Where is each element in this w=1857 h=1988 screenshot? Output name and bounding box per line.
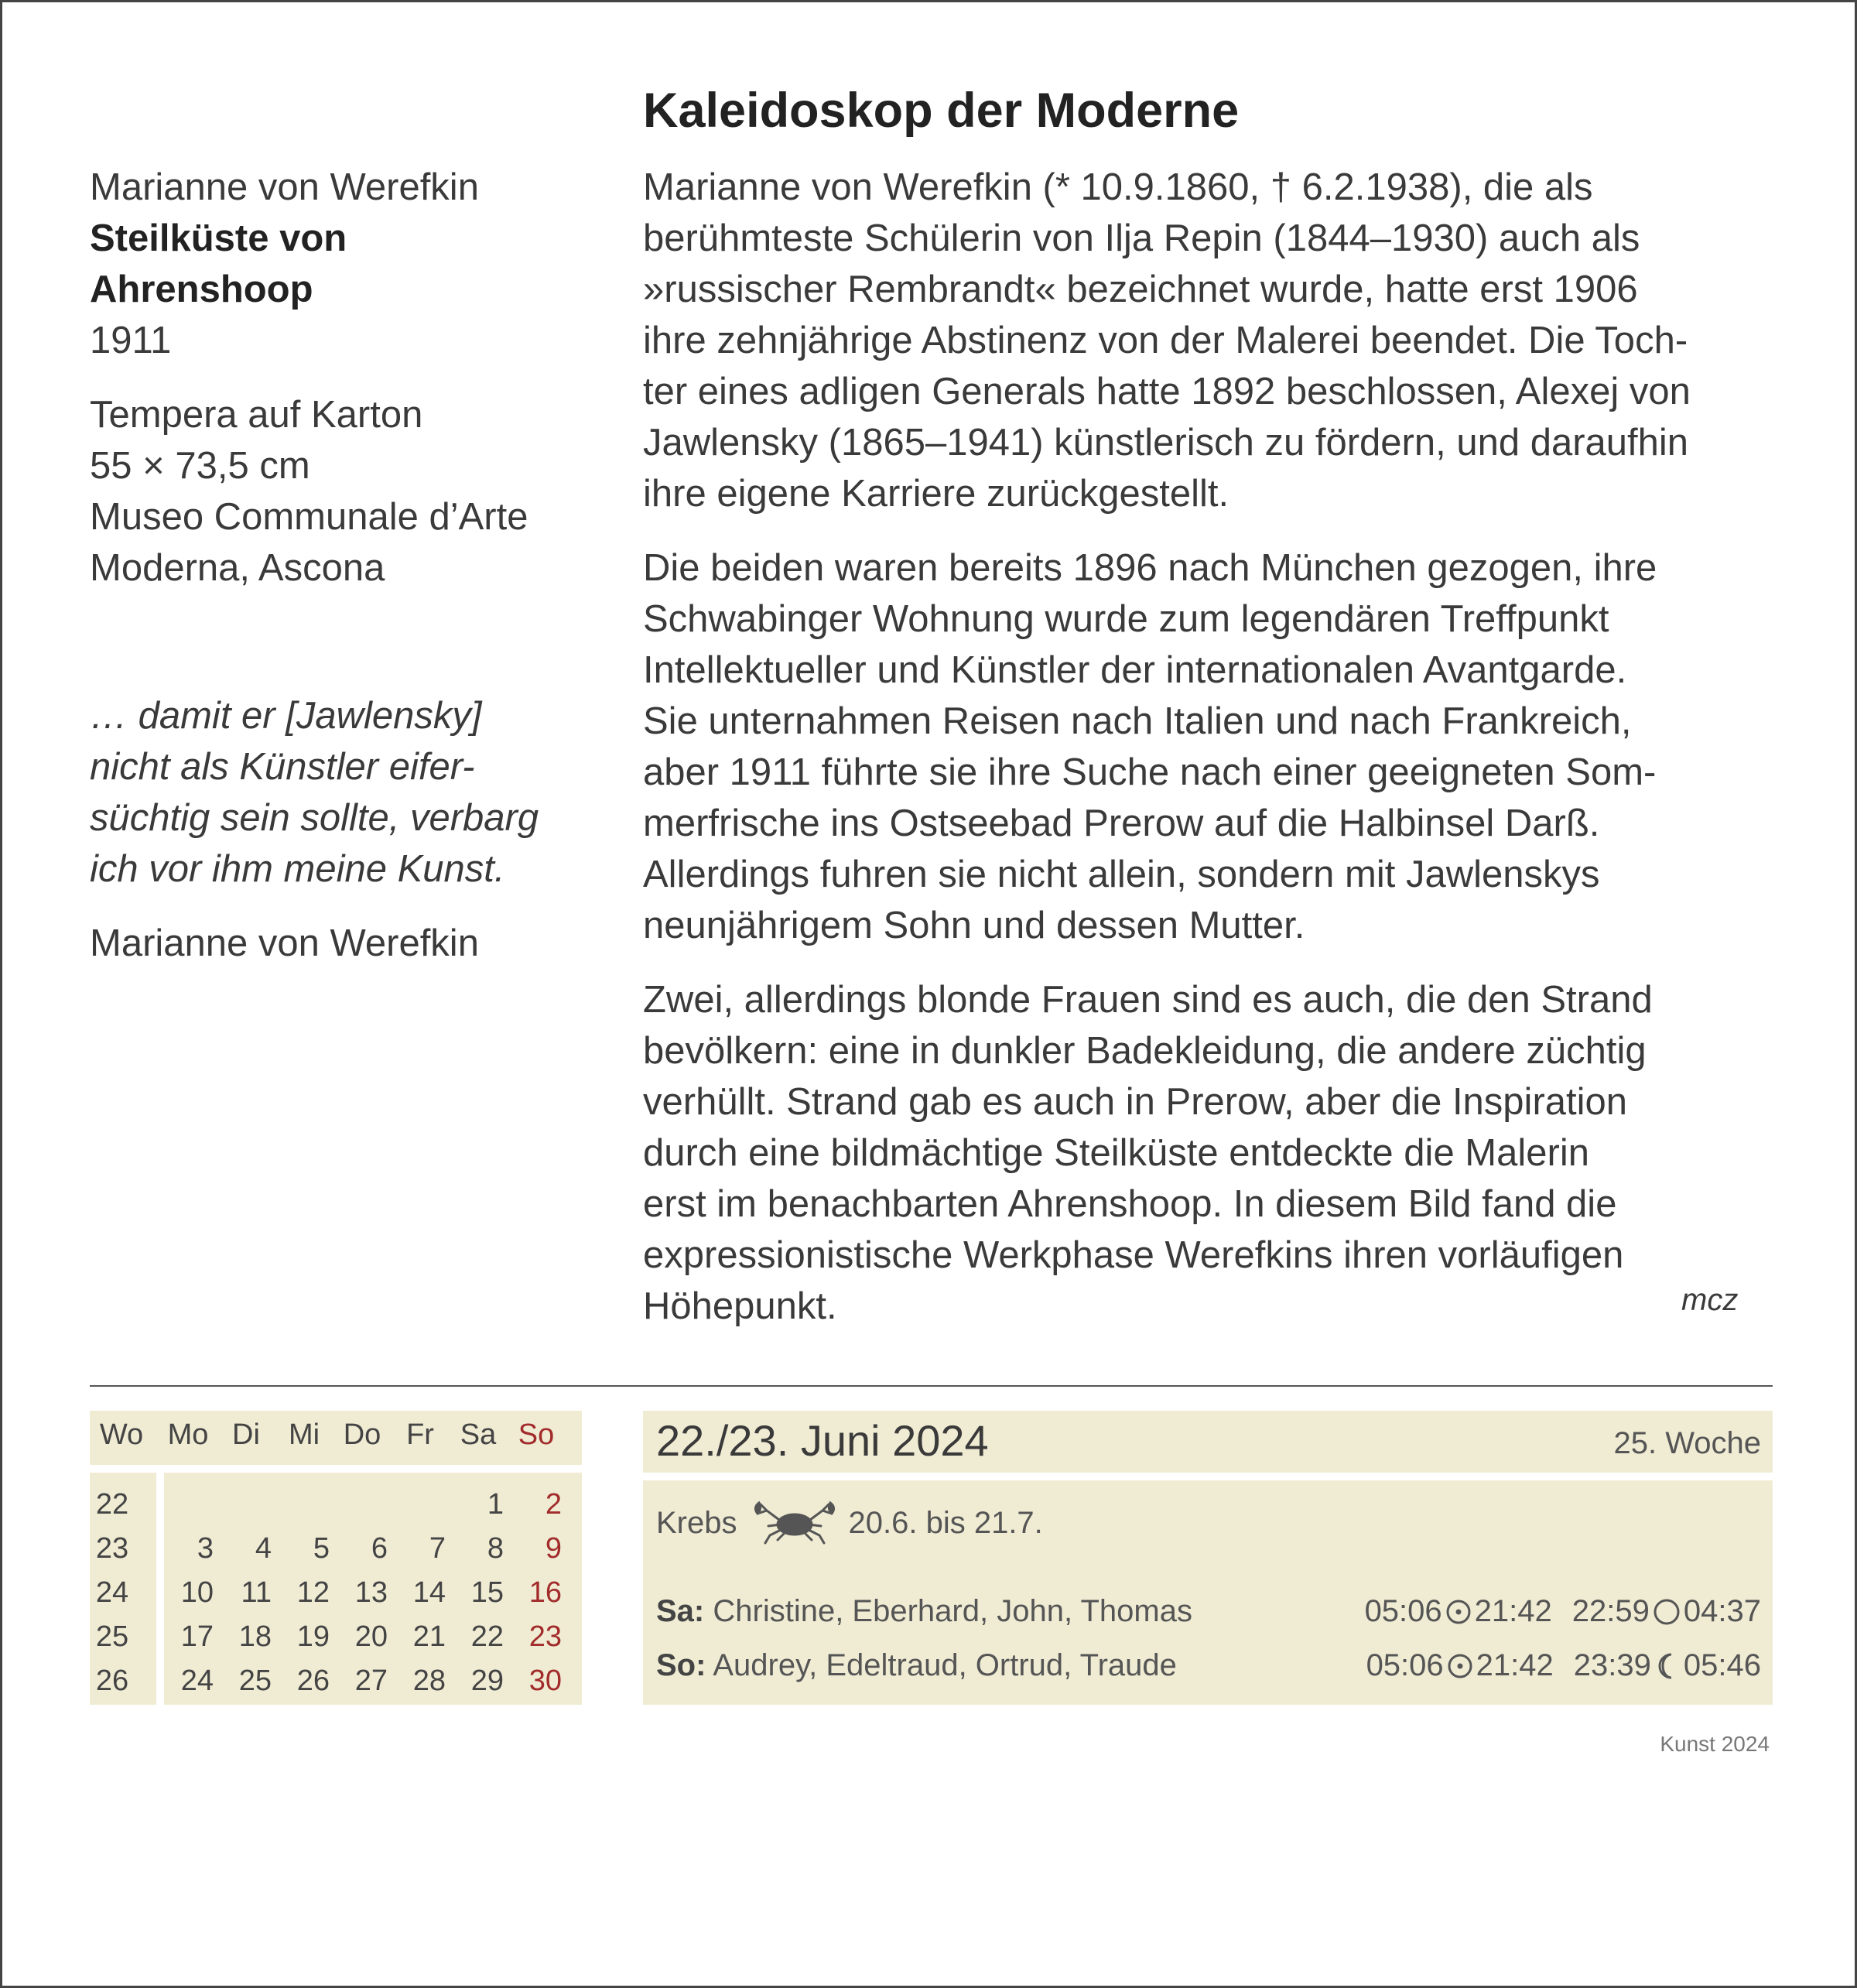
moonset-time: 05:46 xyxy=(1683,1648,1761,1682)
moonset-time: 04:37 xyxy=(1683,1594,1761,1628)
calendar-day: 6 xyxy=(371,1532,388,1565)
quote-line: nicht als Künstler eifer- xyxy=(90,746,475,788)
calendar-day: 20 xyxy=(354,1620,388,1653)
article-line: Intellektueller und Künstler der internationalen Avantgarde. xyxy=(643,649,1627,691)
calendar-day: 11 xyxy=(241,1576,272,1609)
calendar-day: 9 xyxy=(545,1532,562,1565)
sunrise-time: 05:06 xyxy=(1366,1648,1444,1682)
calendar-day: 1 xyxy=(487,1488,504,1521)
calendar-week-number: 23 xyxy=(95,1532,129,1565)
calendar-day: 28 xyxy=(412,1665,446,1697)
article-line: »russischer Rembrandt« bezeichnet wurde, hatte erst 1906 xyxy=(643,269,1638,310)
article-line: aber 1911 führte sie ihre Suche nach einer geeigneten Som- xyxy=(643,751,1657,793)
zodiac-name: Krebs xyxy=(656,1505,737,1540)
calendar-day: 22 xyxy=(470,1620,504,1653)
calendar-day: 5 xyxy=(313,1532,330,1565)
date-title: 22./23. Juni 2024 xyxy=(656,1416,989,1465)
museum-line2: Moderna, Ascona xyxy=(90,547,385,589)
author-signature: mcz xyxy=(1681,1283,1739,1317)
calendar-day: 4 xyxy=(255,1532,272,1565)
article-body xyxy=(643,162,1765,1332)
calendar-header-mo: Mo xyxy=(167,1418,209,1451)
article-line: merfrische ins Ostseebad Prerow auf die Halbinsel Darß. xyxy=(643,802,1600,844)
week-number: 25. Woche xyxy=(1613,1426,1761,1460)
article-line: neunjährigem Sohn und dessen Mutter. xyxy=(643,905,1305,946)
date-box xyxy=(643,1411,1773,1705)
calendar-header-di: Di xyxy=(232,1418,260,1451)
quote-block xyxy=(90,690,600,969)
artwork-info xyxy=(90,162,585,594)
calendar-day: 23 xyxy=(528,1620,562,1653)
calendar-day: 7 xyxy=(429,1532,446,1565)
calendar-day: 17 xyxy=(180,1620,214,1653)
sunrise-time: 05:06 xyxy=(1364,1594,1442,1628)
calendar-day: 14 xyxy=(412,1576,446,1609)
article-line: Schwabinger Wohnung wurde zum legendären Treffpunkt xyxy=(643,598,1609,640)
moonrise-time: 23:39 xyxy=(1573,1648,1651,1682)
sun-icon xyxy=(1447,1653,1473,1679)
quote-line: süchtig sein sollte, verbarg xyxy=(90,797,539,839)
calendar-day: 24 xyxy=(180,1665,214,1697)
calendar-day: 13 xyxy=(354,1576,388,1609)
calendar-week-number: 22 xyxy=(95,1488,129,1521)
article-line: expressionistische Werkphase Werefkins ihren vorläufigen xyxy=(643,1234,1624,1276)
artwork-dimensions: 55 × 73,5 cm xyxy=(90,445,310,487)
sunset-time: 21:42 xyxy=(1474,1594,1552,1628)
calendar-header-mi: Mi xyxy=(288,1418,320,1451)
article-line: Marianne von Werefkin (* 10.9.1860, † 6.2.1938), die als xyxy=(643,166,1593,208)
calendar-day: 8 xyxy=(487,1532,504,1565)
article-line: Zwei, allerdings blonde Frauen sind es auch, die den Strand xyxy=(643,979,1653,1021)
calendar-day: 19 xyxy=(296,1620,330,1653)
calendar-day: 15 xyxy=(470,1576,504,1609)
article-line: Höhepunkt. xyxy=(643,1285,837,1327)
quote-author: Marianne von Werefkin xyxy=(90,922,479,964)
article-line: erst im benachbarten Ahrenshoop. In diesem Bild fand die xyxy=(643,1183,1617,1225)
artwork-medium: Tempera auf Karton xyxy=(90,394,423,436)
full-moon-icon xyxy=(1653,1598,1681,1626)
article-line: Jawlensky (1865–1941) künstlerisch zu fördern, und daraufhin xyxy=(643,422,1689,464)
calendar-day: 21 xyxy=(412,1620,446,1653)
calendar-week-number: 24 xyxy=(95,1576,129,1609)
museum-line1: Museo Communale d’Arte xyxy=(90,496,528,538)
sunset-time: 21:42 xyxy=(1476,1648,1554,1682)
calendar-day: 26 xyxy=(296,1665,330,1697)
name-days: Audrey, Edeltraud, Ortrud, Traude xyxy=(713,1648,1177,1682)
zodiac-row xyxy=(656,1500,1043,1546)
calendar-week-number: 25 xyxy=(95,1620,129,1653)
calendar-header-wo: Wo xyxy=(99,1418,144,1451)
cancer-crab-icon xyxy=(751,1500,838,1546)
article-line: berühmteste Schülerin von Ilja Repin (1844–1930) auch als xyxy=(643,217,1640,259)
calendar-header-do: Do xyxy=(343,1418,381,1451)
article-line: ihre eigene Karriere zurückgestellt. xyxy=(643,473,1229,515)
article-line: bevölkern: eine in dunkler Badekleidung, die andere züchtig xyxy=(643,1030,1647,1072)
artwork-title-line2: Ahrenshoop xyxy=(90,269,313,310)
footer-label: Kunst 2024 xyxy=(1660,1732,1770,1756)
quote-line: … damit er [Jawlensky] xyxy=(90,695,482,737)
zodiac-range: 20.6. bis 21.7. xyxy=(848,1505,1043,1540)
article-line: ihre zehnjährige Abstinenz von der Malerei beendet. Die Toch- xyxy=(643,320,1688,361)
day-label: So: xyxy=(656,1648,706,1682)
calendar-week-number: 26 xyxy=(95,1665,129,1697)
article-line: ter eines adligen Generals hatte 1892 beschlossen, Alexej von xyxy=(643,371,1691,412)
day-label: Sa: xyxy=(656,1594,705,1628)
article-line: Die beiden waren bereits 1896 nach München gezogen, ihre xyxy=(643,547,1657,589)
name-days: Christine, Eberhard, John, Thomas xyxy=(713,1594,1192,1628)
times-saturday xyxy=(1365,1594,1761,1629)
times-sunday xyxy=(1366,1648,1761,1683)
calendar-day: 29 xyxy=(470,1665,504,1697)
waning-moon-icon xyxy=(1654,1652,1681,1680)
calendar-day: 10 xyxy=(180,1576,214,1609)
artist-name: Marianne von Werefkin xyxy=(90,166,479,208)
article-line: Allerdings fuhren sie nicht allein, sondern mit Jawlenskys xyxy=(643,854,1600,895)
calendar-header-so: So xyxy=(518,1418,555,1451)
article-line: verhüllt. Strand gab es auch in Prerow, aber die Inspiration xyxy=(643,1081,1628,1123)
calendar-day: 18 xyxy=(238,1620,272,1653)
mini-calendar xyxy=(90,1411,582,1705)
calendar-day: 2 xyxy=(545,1488,562,1521)
moonrise-time: 22:59 xyxy=(1571,1594,1650,1628)
calendar-day: 30 xyxy=(528,1665,562,1697)
article-line: durch eine bildmächtige Steilküste entdeckte die Malerin xyxy=(643,1132,1589,1174)
day-row-sunday xyxy=(656,1648,1177,1683)
artwork-title-line1: Steilküste von xyxy=(90,217,347,259)
calendar-header-sa: Sa xyxy=(460,1418,497,1451)
artwork-year: 1911 xyxy=(90,320,172,361)
sun-icon xyxy=(1445,1599,1472,1625)
calendar-header-fr: Fr xyxy=(406,1418,434,1451)
article-heading: Kaleidoskop der Moderne xyxy=(643,84,1240,138)
quote-line: ich vor ihm meine Kunst. xyxy=(90,848,505,890)
calendar-day: 25 xyxy=(238,1665,272,1697)
divider xyxy=(90,1385,1773,1387)
calendar-day: 12 xyxy=(296,1576,330,1609)
calendar-day: 16 xyxy=(528,1576,562,1609)
calendar-day: 27 xyxy=(354,1665,388,1697)
article-line: Sie unternahmen Reisen nach Italien und nach Frankreich, xyxy=(643,700,1632,742)
calendar-day: 3 xyxy=(197,1532,214,1565)
day-row-saturday xyxy=(656,1594,1192,1629)
